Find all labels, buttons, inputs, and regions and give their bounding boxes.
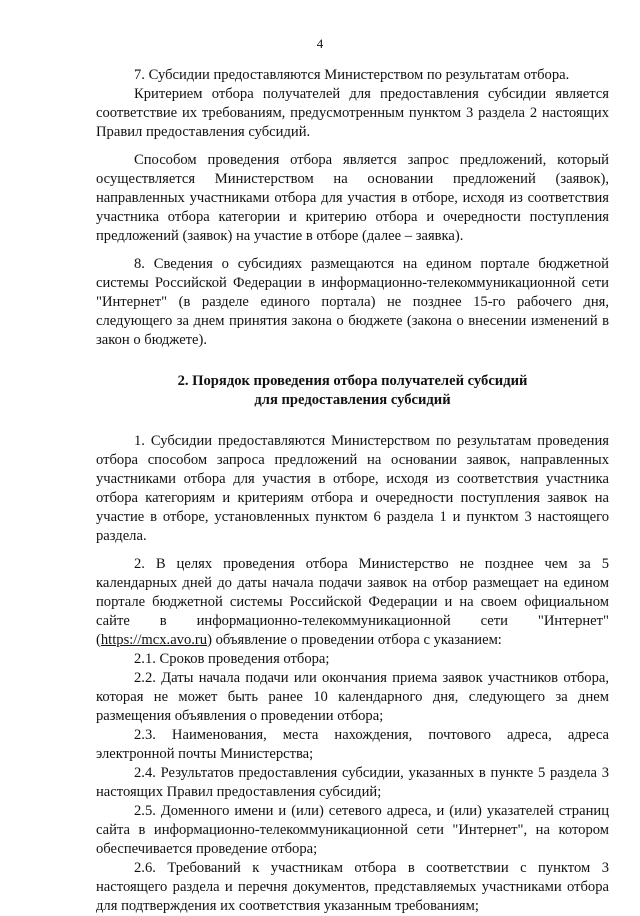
- document-body: [96, 66, 609, 916]
- section-2-heading-line1: 2. Порядок проведения отбора получателей субсидий: [177, 373, 528, 389]
- list-item-2-3: 2.3. Наименования, места нахождения, почтового адреса, адреса электронной почты Министерства;: [96, 727, 609, 762]
- page-number: 4: [316, 36, 324, 51]
- paragraph-8: 8. Сведения о субсидиях размещаются на едином портале бюджетной системы Российской Федерации в информационно-телекоммуникационной сети "Интернет" (в разделе единого портала) не позднее 15-го рабочего дня, следующего за днем принятия закона о бюджете (закона о внесении изменений в закон о бюджете).: [96, 256, 609, 348]
- paragraph-criteria: Критерием отбора получателей для предоставления субсидии является соответствие их требованиям, предусмотренным пунктом 3 раздела 2 настоящих Правил предоставления субсидий.: [96, 86, 609, 140]
- list-item-2-1: 2.1. Сроков проведения отбора;: [134, 651, 330, 667]
- section-2-heading-line2: для предоставления субсидий: [254, 392, 451, 408]
- list-item-2-6: 2.6. Требований к участникам отбора в соответствии с пунктом 3 настоящего раздела и перечня документов, представляемых участниками отбора для подтверждения их соответствия указанным требованиям;: [96, 860, 609, 914]
- section-2-paragraph-1: 1. Субсидии предоставляются Министерством по результатам проведения отбора способом запроса предложений на основании заявок, направленных участниками отбора для участия в отборе, исходя из соответствия участника отбора категориям и критериям отбора и очередности поступления заявок на участие в отборе, установленных пунктом 6 раздела 1 и пунктом 3 настоящего раздела.: [96, 433, 609, 544]
- list-item-2-5: 2.5. Доменного имени и (или) сетевого адреса, и (или) указателей страниц сайта в информационно-телекоммуникационной сети "Интернет", на котором обеспечивается проведение отбора;: [96, 803, 609, 857]
- ministry-website-link[interactable]: https://mcx.avo.ru: [100, 632, 208, 648]
- list-item-2-4: 2.4. Результатов предоставления субсидии, указанных в пункте 5 раздела 3 настоящих Правил предоставления субсидий;: [96, 765, 609, 800]
- paragraph-7: 7. Субсидии предоставляются Министерством по результатам отбора.: [134, 67, 570, 83]
- paragraph-2-text-end: ) объявление о проведении отбора с указанием:: [207, 632, 502, 648]
- list-item-2-2: 2.2. Даты начала подачи или окончания приема заявок участников отбора, которая не может быть ранее 10 календарного дня, следующего за днем размещения объявления о проведении отбора;: [96, 670, 609, 724]
- section-2-paragraph-2: [96, 555, 609, 650]
- paragraph-2-text-start: 2. В целях проведения отбора Министерство не позднее чем за 5 календарных дней до даты начала подачи заявок на отбор размещает на едином портале бюджетной системы Российской Федерации и на своем официальном сайте в информационно-телекоммуникационной сети "Интернет" (: [96, 556, 609, 648]
- paragraph-method: Способом проведения отбора является запрос предложений, который осуществляется Министерством на основании предложений (заявок), направленных участниками отбора для участия в отборе, исходя из соответствия участника отбора категории и критерию отбора и очередности поступления предложений (заявок) на участие в отборе (далее – заявка).: [96, 152, 609, 244]
